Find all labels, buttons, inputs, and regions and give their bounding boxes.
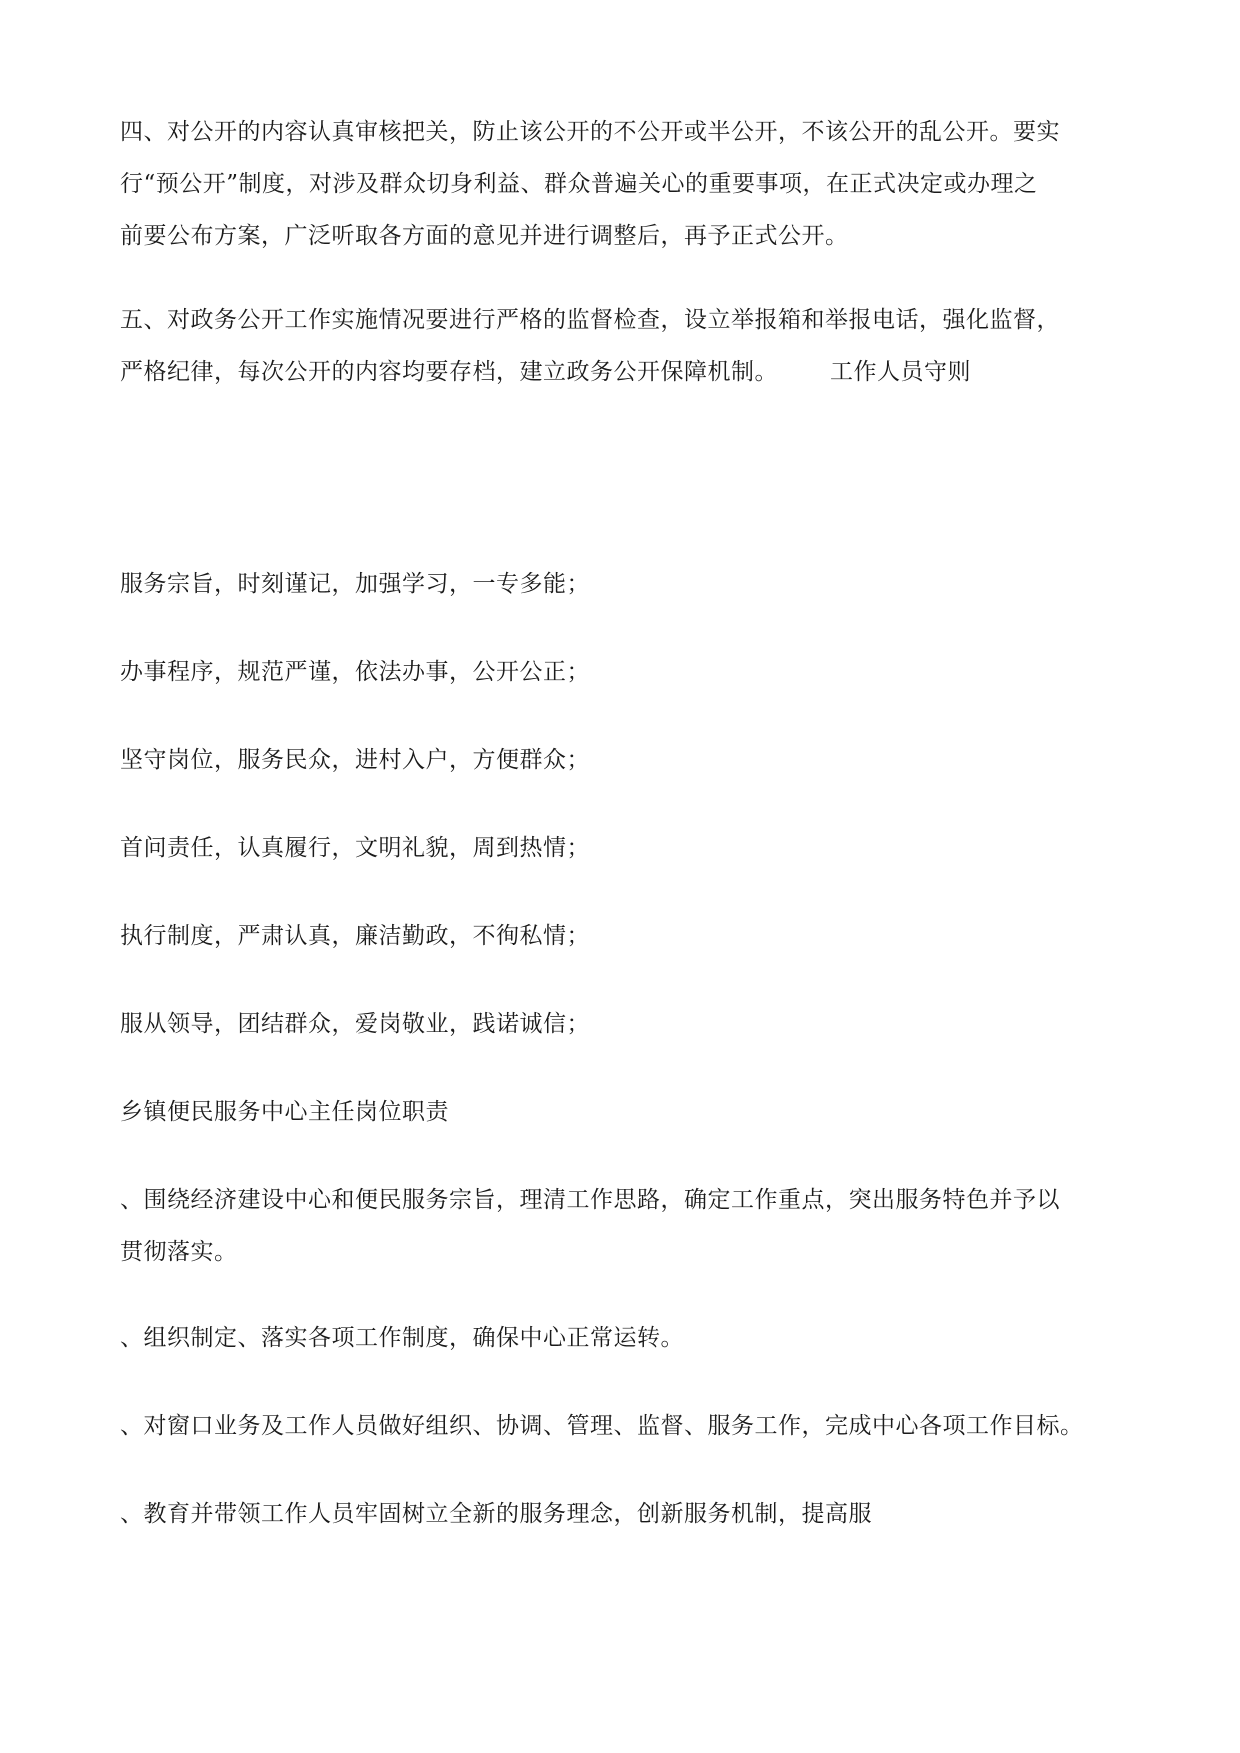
section-5-paragraph [120, 294, 1130, 398]
rule-item: 服从领导，团结群众，爱岗敬业，践诺诚信； [120, 1011, 590, 1037]
section-4-line-2: 行“预公开”制度，对涉及群众切身利益、群众普遍关心的重要事项，在正式决定或办理之 [120, 171, 1038, 197]
duty-1-line-1: 、围绕经济建设中心和便民服务宗旨，理清工作思路，确定工作重点，突出服务特色并予以 [120, 1187, 1060, 1213]
section-4-line-3: 前要公布方案，广泛听取各方面的意见并进行调整后，再予正式公开。 [120, 223, 849, 249]
duty-item-3: 、对窗口业务及工作人员做好组织、协调、管理、监督、服务工作，完成中心各项工作目标。 [120, 1413, 1084, 1439]
rule-item: 坚守岗位，服务民众，进村入户，方便群众； [120, 747, 590, 773]
section-5-line-2-wrap [120, 346, 1130, 398]
section-4-line-1: 四、对公开的内容认真审核把关，防止该公开的不公开或半公开，不该公开的乱公开。要实 [120, 119, 1060, 145]
rule-item: 执行制度，严肃认真，廉洁勤政，不徇私情； [120, 923, 590, 949]
section-5-line-1: 五、对政务公开工作实施情况要进行严格的监督检查，设立举报箱和举报电话，强化监督， [120, 307, 1060, 333]
section-4-paragraph [120, 106, 1130, 262]
rule-item: 首问责任，认真履行，文明礼貌，周到热情； [120, 835, 590, 861]
staff-rules-heading: 工作人员守则 [830, 359, 971, 385]
section-5-line-2: 严格纪律，每次公开的内容均要存档，建立政务公开保障机制。 [120, 359, 778, 385]
rule-item: 服务宗旨，时刻谨记，加强学习，一专多能； [120, 571, 590, 597]
duty-item-1 [120, 1174, 1130, 1278]
duty-item-4: 、教育并带领工作人员牢固树立全新的服务理念，创新服务机制，提高服 [120, 1501, 872, 1527]
director-duties-title: 乡镇便民服务中心主任岗位职责 [120, 1099, 449, 1125]
rule-item: 办事程序，规范严谨，依法办事，公开公正； [120, 659, 590, 685]
duty-item-2: 、组织制定、落实各项工作制度，确保中心正常运转。 [120, 1325, 684, 1351]
duty-1-line-2: 贯彻落实。 [120, 1239, 238, 1265]
